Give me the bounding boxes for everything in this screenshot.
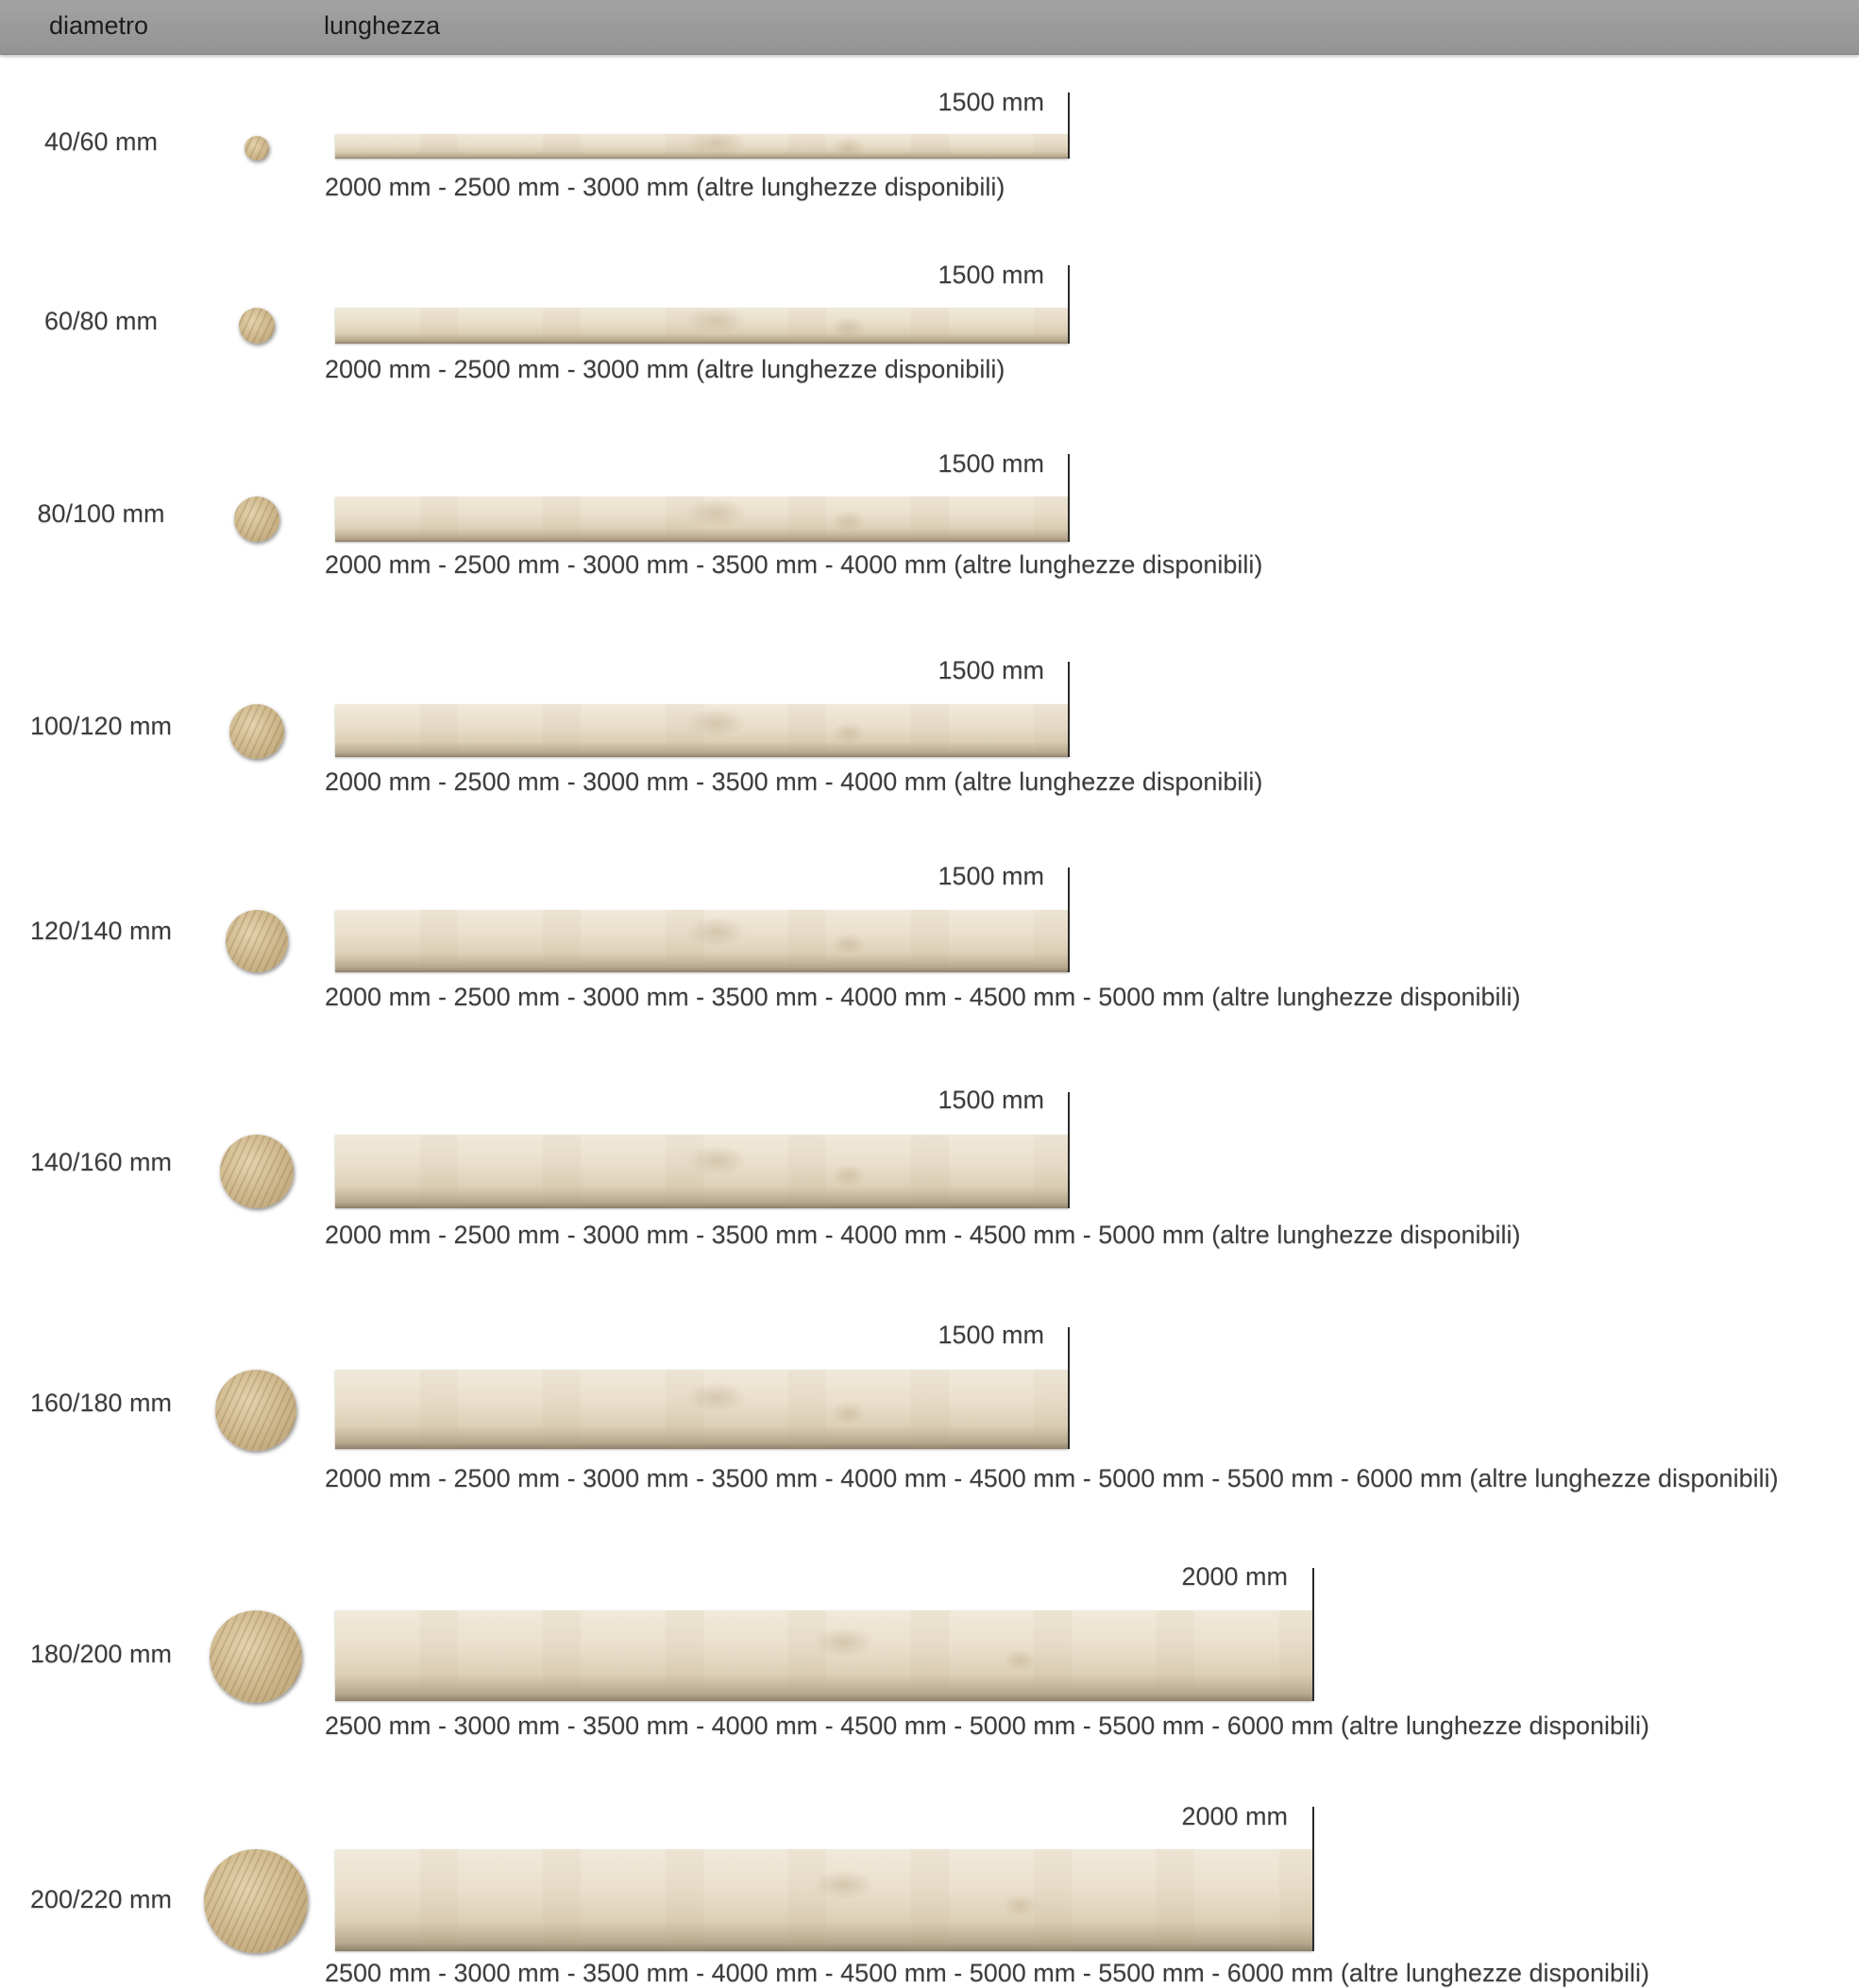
log-cross-section-image [245, 136, 269, 160]
length-marker-line [1068, 265, 1070, 344]
length-column-header: lunghezza [324, 11, 441, 40]
length-marker-line [1068, 868, 1070, 972]
available-lengths-text: 2000 mm - 2500 mm - 3000 mm (altre lunghezze disponibili) [325, 173, 1006, 201]
log-cross-section-image [239, 308, 275, 344]
max-length-label: 1500 mm [938, 656, 1044, 684]
diameter-column-header: diametro [49, 11, 149, 40]
max-length-label: 1500 mm [938, 1086, 1044, 1114]
length-marker-line [1068, 1092, 1070, 1208]
log-cross-section-image [226, 910, 288, 972]
log-side-image [335, 497, 1069, 542]
log-side-image [335, 1135, 1069, 1208]
available-lengths-text: 2500 mm - 3000 mm - 3500 mm - 4000 mm - 4500 mm - 5000 mm - 5500 mm - 6000 mm (altre lunghezze disponibili) [325, 1959, 1650, 1987]
available-lengths-text: 2000 mm - 2500 mm - 3000 mm - 3500 mm - 4000 mm - 4500 mm - 5000 mm (altre lunghezze disponibili) [325, 983, 1521, 1011]
log-cross-section-image [204, 1849, 308, 1953]
length-marker-line [1068, 662, 1070, 757]
log-side-image [335, 910, 1069, 972]
log-cross-section-image [220, 1135, 294, 1208]
max-length-label: 1500 mm [938, 88, 1044, 116]
length-marker-line [1068, 1327, 1070, 1449]
max-length-label: 1500 mm [938, 449, 1044, 478]
available-lengths-text: 2000 mm - 2500 mm - 3000 mm - 3500 mm - 4000 mm (altre lunghezze disponibili) [325, 550, 1263, 579]
length-marker-line [1068, 93, 1070, 159]
length-marker-line [1068, 454, 1070, 542]
max-length-label: 1500 mm [938, 261, 1044, 289]
max-length-label: 2000 mm [1181, 1802, 1288, 1830]
log-cross-section-image [210, 1610, 302, 1703]
diameter-label: 40/60 mm [43, 127, 159, 156]
log-side-image [335, 134, 1069, 159]
diameter-label: 120/140 mm [29, 917, 173, 945]
diameter-label: 140/160 mm [29, 1148, 173, 1176]
available-lengths-text: 2000 mm - 2500 mm - 3000 mm - 3500 mm - 4000 mm - 4500 mm - 5000 mm - 5500 mm - 6000 mm (altre lunghezze disponibili) [325, 1464, 1779, 1492]
diameter-label: 160/180 mm [29, 1389, 173, 1417]
max-length-label: 1500 mm [938, 1321, 1044, 1349]
diameter-label: 180/200 mm [29, 1640, 173, 1668]
log-side-image [335, 704, 1069, 757]
diameter-label: 200/220 mm [29, 1885, 173, 1913]
length-marker-line [1312, 1568, 1314, 1701]
log-side-image [335, 1370, 1069, 1449]
log-side-image [335, 1610, 1313, 1701]
diameter-label: 100/120 mm [29, 712, 173, 740]
log-cross-section-image [234, 497, 279, 542]
diameter-label: 60/80 mm [43, 307, 159, 335]
available-lengths-text: 2500 mm - 3000 mm - 3500 mm - 4000 mm - 4500 mm - 5000 mm - 5500 mm - 6000 mm (altre lunghezze disponibili) [325, 1711, 1650, 1740]
log-cross-section-image [229, 704, 284, 759]
available-lengths-text: 2000 mm - 2500 mm - 3000 mm - 3500 mm - 4000 mm - 4500 mm - 5000 mm (altre lunghezze disponibili) [325, 1221, 1521, 1249]
available-lengths-text: 2000 mm - 2500 mm - 3000 mm (altre lunghezze disponibili) [325, 355, 1006, 383]
max-length-label: 2000 mm [1181, 1562, 1288, 1591]
log-side-image [335, 308, 1069, 344]
diameter-label: 80/100 mm [37, 499, 165, 528]
max-length-label: 1500 mm [938, 862, 1044, 890]
log-side-image [335, 1849, 1313, 1951]
log-cross-section-image [215, 1370, 296, 1451]
available-lengths-text: 2000 mm - 2500 mm - 3000 mm - 3500 mm - 4000 mm (altre lunghezze disponibili) [325, 767, 1263, 796]
table-header [0, 0, 1859, 55]
length-marker-line [1312, 1807, 1314, 1951]
